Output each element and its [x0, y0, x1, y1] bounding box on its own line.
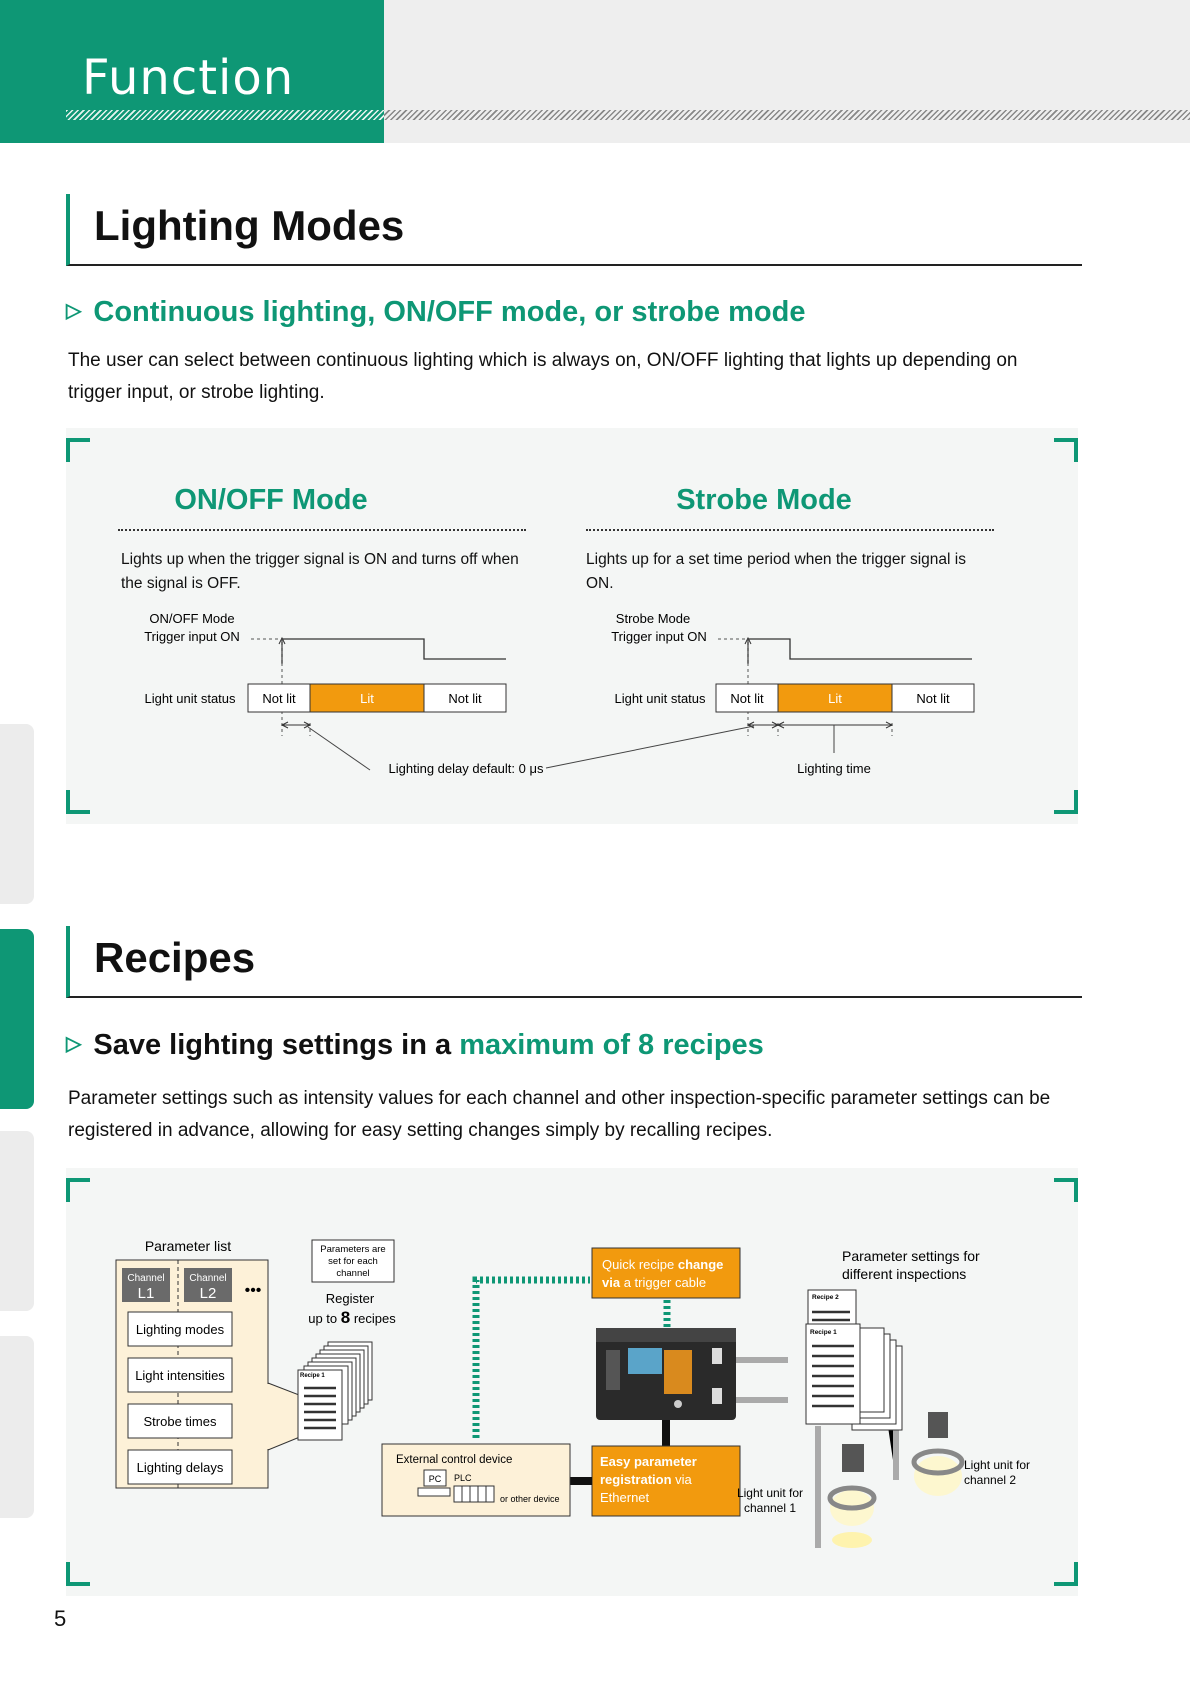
register-count: up to 8 recipes [308, 1308, 396, 1327]
light-unit-ch2-image [914, 1412, 962, 1496]
recipes-panel [66, 1168, 1078, 1596]
controller-device-image [596, 1328, 736, 1420]
onoff-mode-description: Lights up when the trigger signal is ON and turns off when the signal is OFF. [121, 551, 519, 592]
onoff-state-lit: Lit [360, 691, 374, 706]
quick-change-line2: via a trigger cable [602, 1275, 707, 1290]
section-subtitle [66, 1029, 764, 1062]
onoff-trigger-label: Trigger input ON [144, 629, 240, 644]
channel-l2: L2 [199, 1285, 217, 1302]
strobe-status-label: Light unit status [614, 691, 706, 706]
lighting-modes-panel [66, 428, 1078, 824]
register-label: Register [325, 1291, 375, 1306]
section-heading-recipes [66, 926, 1082, 998]
recipes-diagram [66, 1168, 1078, 1596]
header-hatch-light [66, 110, 384, 120]
channel-word: Channel [127, 1273, 165, 1284]
easy-param-line3: Ethernet [600, 1490, 650, 1505]
channel-l1: L1 [137, 1285, 155, 1302]
param-list-title: Parameter list [144, 1238, 232, 1254]
external-device-title: External control device [396, 1454, 513, 1466]
param-item: Light intensities [135, 1368, 225, 1383]
strobe-state-not-lit-1: Not lit [730, 691, 764, 706]
onoff-mode-label: ON/OFF Mode [149, 611, 235, 626]
param-item: Lighting delays [136, 1460, 224, 1475]
lighting-time-label: Lighting time [797, 761, 871, 776]
section-description: The user can select between continuous lighting which is always on, ON/OFF lighting that lights up depending on trigger input, or strobe lighting. [68, 350, 1018, 403]
side-tab-3[interactable] [0, 1131, 34, 1311]
subtitle-text: Continuous lighting, ON/OFF mode, or strobe mode [93, 296, 806, 328]
strobe-trigger-label: Trigger input ON [611, 629, 707, 644]
onoff-state-not-lit-2: Not lit [448, 691, 482, 706]
subtitle-highlight: maximum of 8 recipes [459, 1029, 764, 1061]
page-number: 5 [54, 1606, 67, 1631]
light-unit-ch1-line2: channel 1 [743, 1501, 797, 1515]
recipe-1-label: Recipe 1 [810, 1329, 837, 1336]
onoff-mode-title: ON/OFF Mode [174, 484, 368, 516]
note-line: Parameters are [320, 1244, 386, 1255]
side-tab-2-active[interactable] [0, 929, 34, 1109]
recipe-2-label: Recipe 2 [812, 1294, 839, 1301]
plc-label: PLC [454, 1473, 472, 1483]
subtitle-text: Save lighting settings in a [93, 1029, 452, 1061]
other-device-label: or other device [500, 1494, 560, 1504]
section-description: Parameter settings such as intensity values for each channel and other inspection-specific parameter settings can be registered in advance, allowing for easy setting changes simply by recalling recipes. [68, 1088, 1051, 1141]
param-settings-line2: different inspections [842, 1266, 967, 1282]
param-settings-line1: Parameter settings for [842, 1248, 980, 1264]
onoff-status-label: Light unit status [144, 691, 236, 706]
section-title: Recipes [94, 934, 256, 981]
triangle-bullet-icon: ▷ [66, 1033, 82, 1055]
strobe-mode-label: Strobe Mode [615, 611, 691, 626]
param-item: Strobe times [143, 1414, 217, 1429]
timing-diagram [66, 428, 1078, 824]
strobe-state-not-lit-2: Not lit [916, 691, 950, 706]
note-line: channel [336, 1268, 370, 1279]
strobe-mode-title: Strobe Mode [676, 484, 852, 516]
easy-param-line2: registration via [600, 1472, 692, 1487]
more-channels: ••• [244, 1282, 262, 1299]
side-tab-1[interactable] [0, 724, 34, 904]
light-unit-ch1-image [830, 1444, 874, 1548]
page-header-title: Function [82, 50, 295, 106]
pc-label: PC [428, 1474, 442, 1484]
light-unit-ch2-line2: channel 2 [964, 1473, 1017, 1487]
lighting-delay-label: Lighting delay default: 0 μs [388, 761, 544, 776]
recipe-stack-large [806, 1290, 902, 1430]
quick-change-line1: Quick recipe change [602, 1257, 724, 1272]
side-tab-4[interactable] [0, 1336, 34, 1518]
section-title: Lighting Modes [94, 202, 405, 249]
light-unit-ch2-line1: Light unit for [964, 1458, 1031, 1472]
strobe-mode-description: Lights up for a set time period when the trigger signal is ON. [586, 551, 966, 592]
recipe-stack-small [298, 1342, 372, 1440]
strobe-state-lit: Lit [828, 691, 842, 706]
easy-param-line1: Easy parameter [600, 1454, 697, 1469]
triangle-bullet-icon: ▷ [66, 300, 82, 322]
note-line: set for each [328, 1256, 378, 1267]
section-subtitle [66, 296, 805, 329]
onoff-state-not-lit-1: Not lit [262, 691, 296, 706]
param-item: Lighting modes [135, 1322, 225, 1337]
channel-word: Channel [189, 1273, 227, 1284]
light-unit-ch1-line1: Light unit for [736, 1486, 804, 1500]
header-band [384, 0, 1190, 143]
recipe-small-label: Recipe 1 [300, 1373, 325, 1379]
section-heading-lighting-modes [66, 194, 1082, 266]
